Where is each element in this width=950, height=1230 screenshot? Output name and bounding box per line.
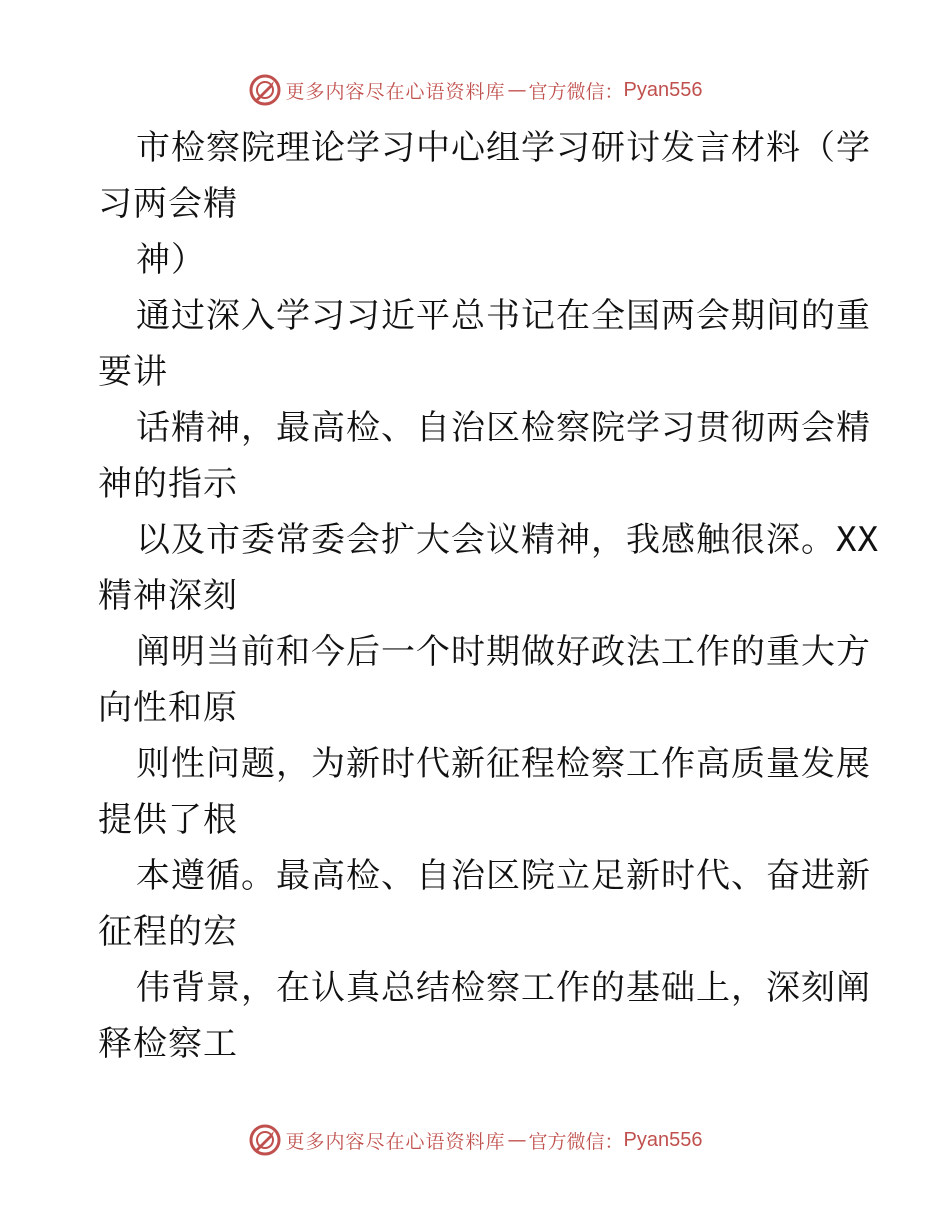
- text-line: 通过深入学习习近平总书记在全国两会期间的重: [136, 296, 871, 336]
- document-body: [98, 120, 879, 1072]
- banner-contact-label: 官方微信：: [528, 1130, 624, 1153]
- text-line: 提供了根: [98, 800, 238, 840]
- banner-slogan: 更多内容尽在心语资料库: [285, 80, 506, 103]
- text-line: 本遵循。最高检、自治区院立足新时代、奋进新: [136, 856, 871, 896]
- text-line: 则性问题，为新时代新征程检察工作高质量发展: [136, 744, 871, 784]
- text-line: 向性和原: [98, 688, 238, 728]
- banner-contact-id: Pyan556: [623, 1128, 703, 1151]
- banner-contact-id: Pyan556: [623, 78, 703, 101]
- banner-contact-label: 官方微信：: [528, 80, 624, 103]
- text-line: 市检察院理论学习中心组学习研讨发言材料（学: [136, 128, 871, 168]
- text-line: 话精神，最高检、自治区检察院学习贯彻两会精: [136, 408, 871, 448]
- text-line: 神的指示: [98, 464, 238, 504]
- header-banner: [0, 70, 950, 110]
- text-line: 以及市委常委会扩大会议精神，我感触很深。XX: [136, 520, 879, 560]
- banner-dash: —: [507, 79, 527, 101]
- banner-dash: —: [507, 1129, 527, 1151]
- footer-banner: [0, 1120, 950, 1160]
- text-line: 伟背景，在认真总结检察工作的基础上，深刻阐: [136, 968, 871, 1008]
- brand-logo-icon: [248, 1123, 282, 1157]
- text-line: 精神深刻: [98, 576, 238, 616]
- text-line: 释检察工: [98, 1024, 238, 1064]
- text-line: 神）: [136, 240, 206, 280]
- brand-logo-icon: [248, 73, 282, 107]
- text-line: 征程的宏: [98, 912, 238, 952]
- text-line: 阐明当前和今后一个时期做好政法工作的重大方: [136, 632, 871, 672]
- banner-slogan: 更多内容尽在心语资料库: [285, 1130, 506, 1153]
- text-line: 要讲: [98, 352, 168, 392]
- text-line: 习两会精: [98, 184, 238, 224]
